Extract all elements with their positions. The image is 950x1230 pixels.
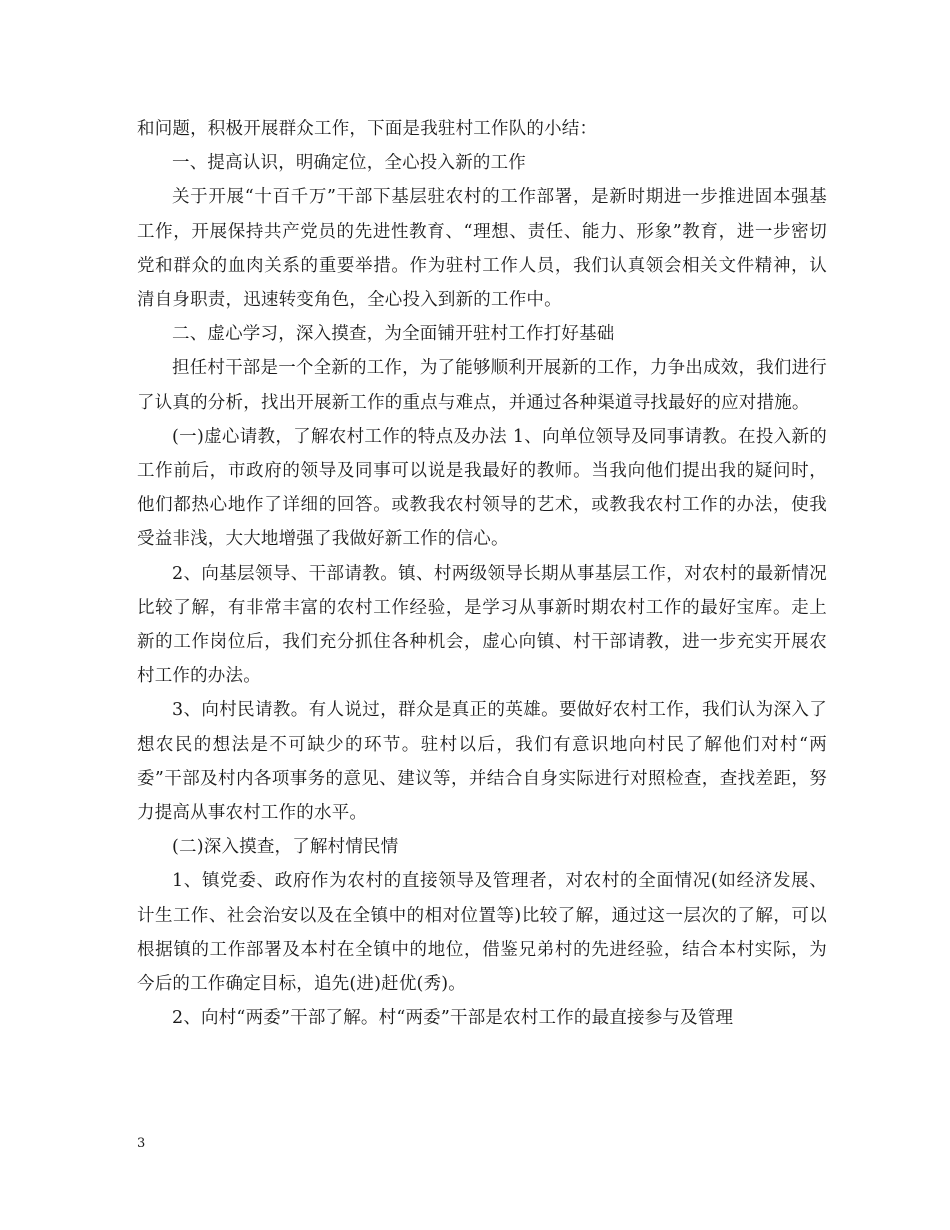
section-heading-1: 一、提高认识，明确定位，全心投入新的工作	[172, 153, 526, 174]
document-body	[137, 112, 827, 1035]
paragraph-6: 2、向基层领导、干部请教。镇、村两级领导长期从事基层工作，对农村的最新情况比较了解，有非常丰富的农村工作经验，是学习从事新时期农村工作的最好宝库。走上新的工作岗位后，我们充分抓住各种机会，虚心向镇、村干部请教，进一步充实开展农村工作的办法。	[137, 563, 827, 687]
page-number: 3	[137, 1136, 146, 1151]
subsection-heading-2: (二)深入摸查，了解村情民情	[172, 837, 399, 858]
paragraph-2: 关于开展“十百千万”干部下基层驻农村的工作部署，是新时期进一步推进固本强基工作，开展保持共产党员的先进性教育、“理想、责任、能力、形象”教育，进一步密切党和群众的血肉关系的重要举措。作为驻村工作人员，我们认真领会相关文件精神，认清自身职责，迅速转变角色，全心投入到新的工作中。	[137, 187, 827, 311]
paragraph-9: 1、镇党委、政府作为农村的直接领导及管理者，对农村的全面情况(如经济发展、计生工作、社会治安以及在全镇中的相对位置等)比较了解，通过这一层次的了解，可以根据镇的工作部署及本村在全镇中的地位，借鉴兄弟村的先进经验，结合本村实际，为今后的工作确定目标，追先(进)赶优(秀)。	[137, 871, 827, 995]
paragraph-4: 担任村干部是一个全新的工作，为了能够顺利开展新的工作，力争出成效，我们进行了认真的分析，找出开展新工作的重点与难点，并通过各种渠道寻找最好的应对措施。	[137, 358, 827, 413]
paragraph-0: 和问题，积极开展群众工作，下面是我驻村工作队的小结：	[137, 119, 598, 139]
paragraph-5: (一)虚心请教，了解农村工作的特点及办法 1、向单位领导及同事请教。在投入新的工作前后，市政府的领导及同事可以说是我最好的教师。当我向他们提出我的疑问时，他们都热心地作了详细的回答。或教我农村领导的艺术，或教我农村工作的办法，使我受益非浅，大大地增强了我做好新工作的信心。	[137, 426, 827, 550]
section-heading-2: 二、虚心学习，深入摸查，为全面铺开驻村工作打好基础	[172, 324, 615, 345]
paragraph-10: 2、向村“两委”干部了解。村“两委”干部是农村工作的最直接参与及管理	[172, 1008, 734, 1029]
paragraph-7: 3、向村民请教。有人说过，群众是真正的英雄。要做好农村工作，我们认为深入了想农民的想法是不可缺少的环节。驻村以后，我们有意识地向村民了解他们对村“两委”干部及村内各项事务的意见、建议等，并结合自身实际进行对照检查，查找差距，努力提高从事农村工作的水平。	[137, 700, 827, 824]
